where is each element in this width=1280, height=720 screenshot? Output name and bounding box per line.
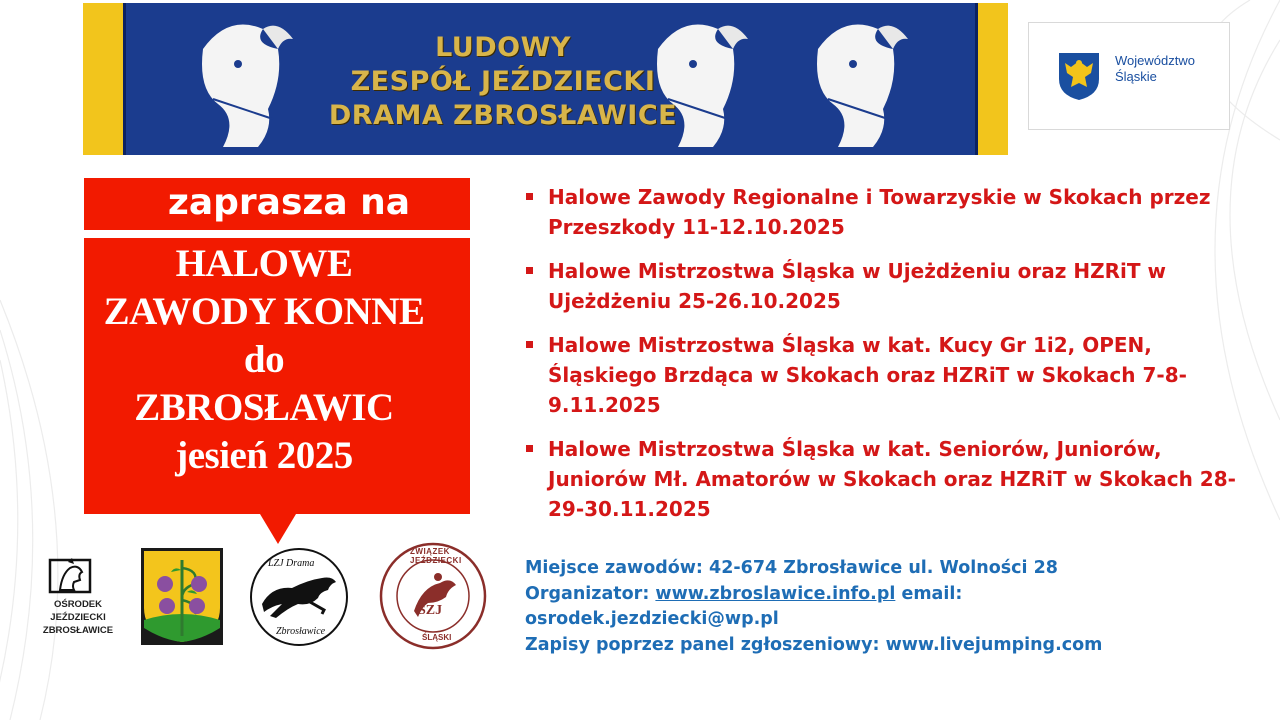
event-list bbox=[526, 182, 1246, 538]
invite-line: do bbox=[243, 338, 285, 381]
callout-pointer bbox=[260, 514, 296, 544]
szj-logo bbox=[378, 541, 488, 651]
event-item bbox=[526, 434, 1246, 524]
invite-lead-box bbox=[84, 178, 470, 230]
invite-line: ZBROSŁAWIC bbox=[134, 386, 394, 429]
banner-divider-right bbox=[975, 3, 978, 155]
invite-line: ZAWODY KONNE bbox=[103, 290, 425, 333]
registration-text: Zapisy poprzez panel zgłoszeniowy: www.livejumping.com bbox=[525, 634, 1103, 655]
lzj-drama-logo bbox=[248, 546, 350, 648]
contact-info bbox=[525, 556, 1245, 658]
club-banner bbox=[83, 3, 1008, 155]
banner-stripe-right bbox=[978, 3, 1008, 155]
bullet-icon bbox=[526, 341, 533, 348]
event-item bbox=[526, 330, 1246, 420]
wojewodztwo-label: Śląskie bbox=[1115, 69, 1157, 84]
bullet-icon bbox=[526, 445, 533, 452]
invite-main-box bbox=[84, 238, 470, 514]
organizer-label: Organizator: bbox=[525, 583, 656, 604]
horse-head-icon bbox=[48, 556, 94, 596]
invite-line: HALOWE bbox=[175, 242, 353, 285]
horse-head-icon bbox=[798, 9, 918, 149]
organizer-line bbox=[525, 582, 1245, 608]
wojewodztwo-label: Województwo bbox=[1115, 53, 1195, 68]
event-text: Halowe Mistrzostwa Śląska w kat. Kucy Gr 1i2, OPEN, Śląskiego Brzdąca w Skokach oraz HZRiT w Skokach 7-8-9.11.2025 bbox=[548, 333, 1187, 417]
eagle-shield-icon bbox=[1057, 51, 1101, 101]
email-label: email: bbox=[895, 583, 963, 604]
venue-text: Miejsce zawodów: 42-674 Zbrosławice ul. Wolności 28 bbox=[525, 558, 1058, 578]
drama-top-label: LZJ Drama bbox=[268, 558, 315, 569]
banner-divider-left bbox=[123, 3, 126, 155]
banner-stripe-left bbox=[83, 3, 123, 155]
szj-bottom-label: ŚLĄSKI bbox=[422, 633, 452, 642]
osrodek-label: ZBROSŁAWICE bbox=[42, 625, 114, 636]
osrodek-logo bbox=[38, 552, 118, 636]
bullet-icon bbox=[526, 267, 533, 274]
event-item bbox=[526, 256, 1246, 316]
szj-top-label: ZWIĄZEK JEŹDZIECKI bbox=[410, 547, 462, 565]
invite-lead-text: zaprasza na bbox=[167, 182, 411, 223]
banner-title-line: LUDOWY bbox=[435, 32, 571, 63]
szj-mark: ŚZJ bbox=[418, 603, 443, 618]
drama-bottom-label: Zbrosławice bbox=[276, 626, 326, 637]
organizer-link[interactable]: www.zbroslawice.info.pl bbox=[655, 583, 896, 604]
event-item bbox=[526, 182, 1246, 242]
invite-line: jesień 2025 bbox=[175, 434, 353, 477]
banner-title-line: ZESPÓŁ JEŹDZIECKI bbox=[350, 66, 656, 97]
banner-title-line: DRAMA ZBROSŁAWICE bbox=[328, 100, 678, 131]
osrodek-label: OŚRODEK JEŹDZIECKI bbox=[50, 599, 106, 623]
banner-title bbox=[283, 31, 723, 133]
email-text: osrodek.jezdziecki@wp.pl bbox=[525, 609, 779, 629]
event-text: Halowe Mistrzostwa Śląska w kat. Seniorów, Juniorów, Juniorów Mł. Amatorów w Skokach oraz HZRiT w Skokach 28-29-30.11.2025 bbox=[548, 437, 1236, 521]
event-text: Halowe Zawody Regionalne i Towarzyskie w Skokach przez Przeszkody 11-12.10.2025 bbox=[548, 185, 1211, 239]
bullet-icon bbox=[526, 193, 533, 200]
wojewodztwo-logo bbox=[1028, 22, 1230, 130]
event-text: Halowe Mistrzostwa Śląska w Ujeżdżeniu oraz HZRiT w Ujeżdżeniu 25-26.10.2025 bbox=[548, 259, 1166, 313]
coat-of-arms-icon bbox=[141, 548, 223, 645]
